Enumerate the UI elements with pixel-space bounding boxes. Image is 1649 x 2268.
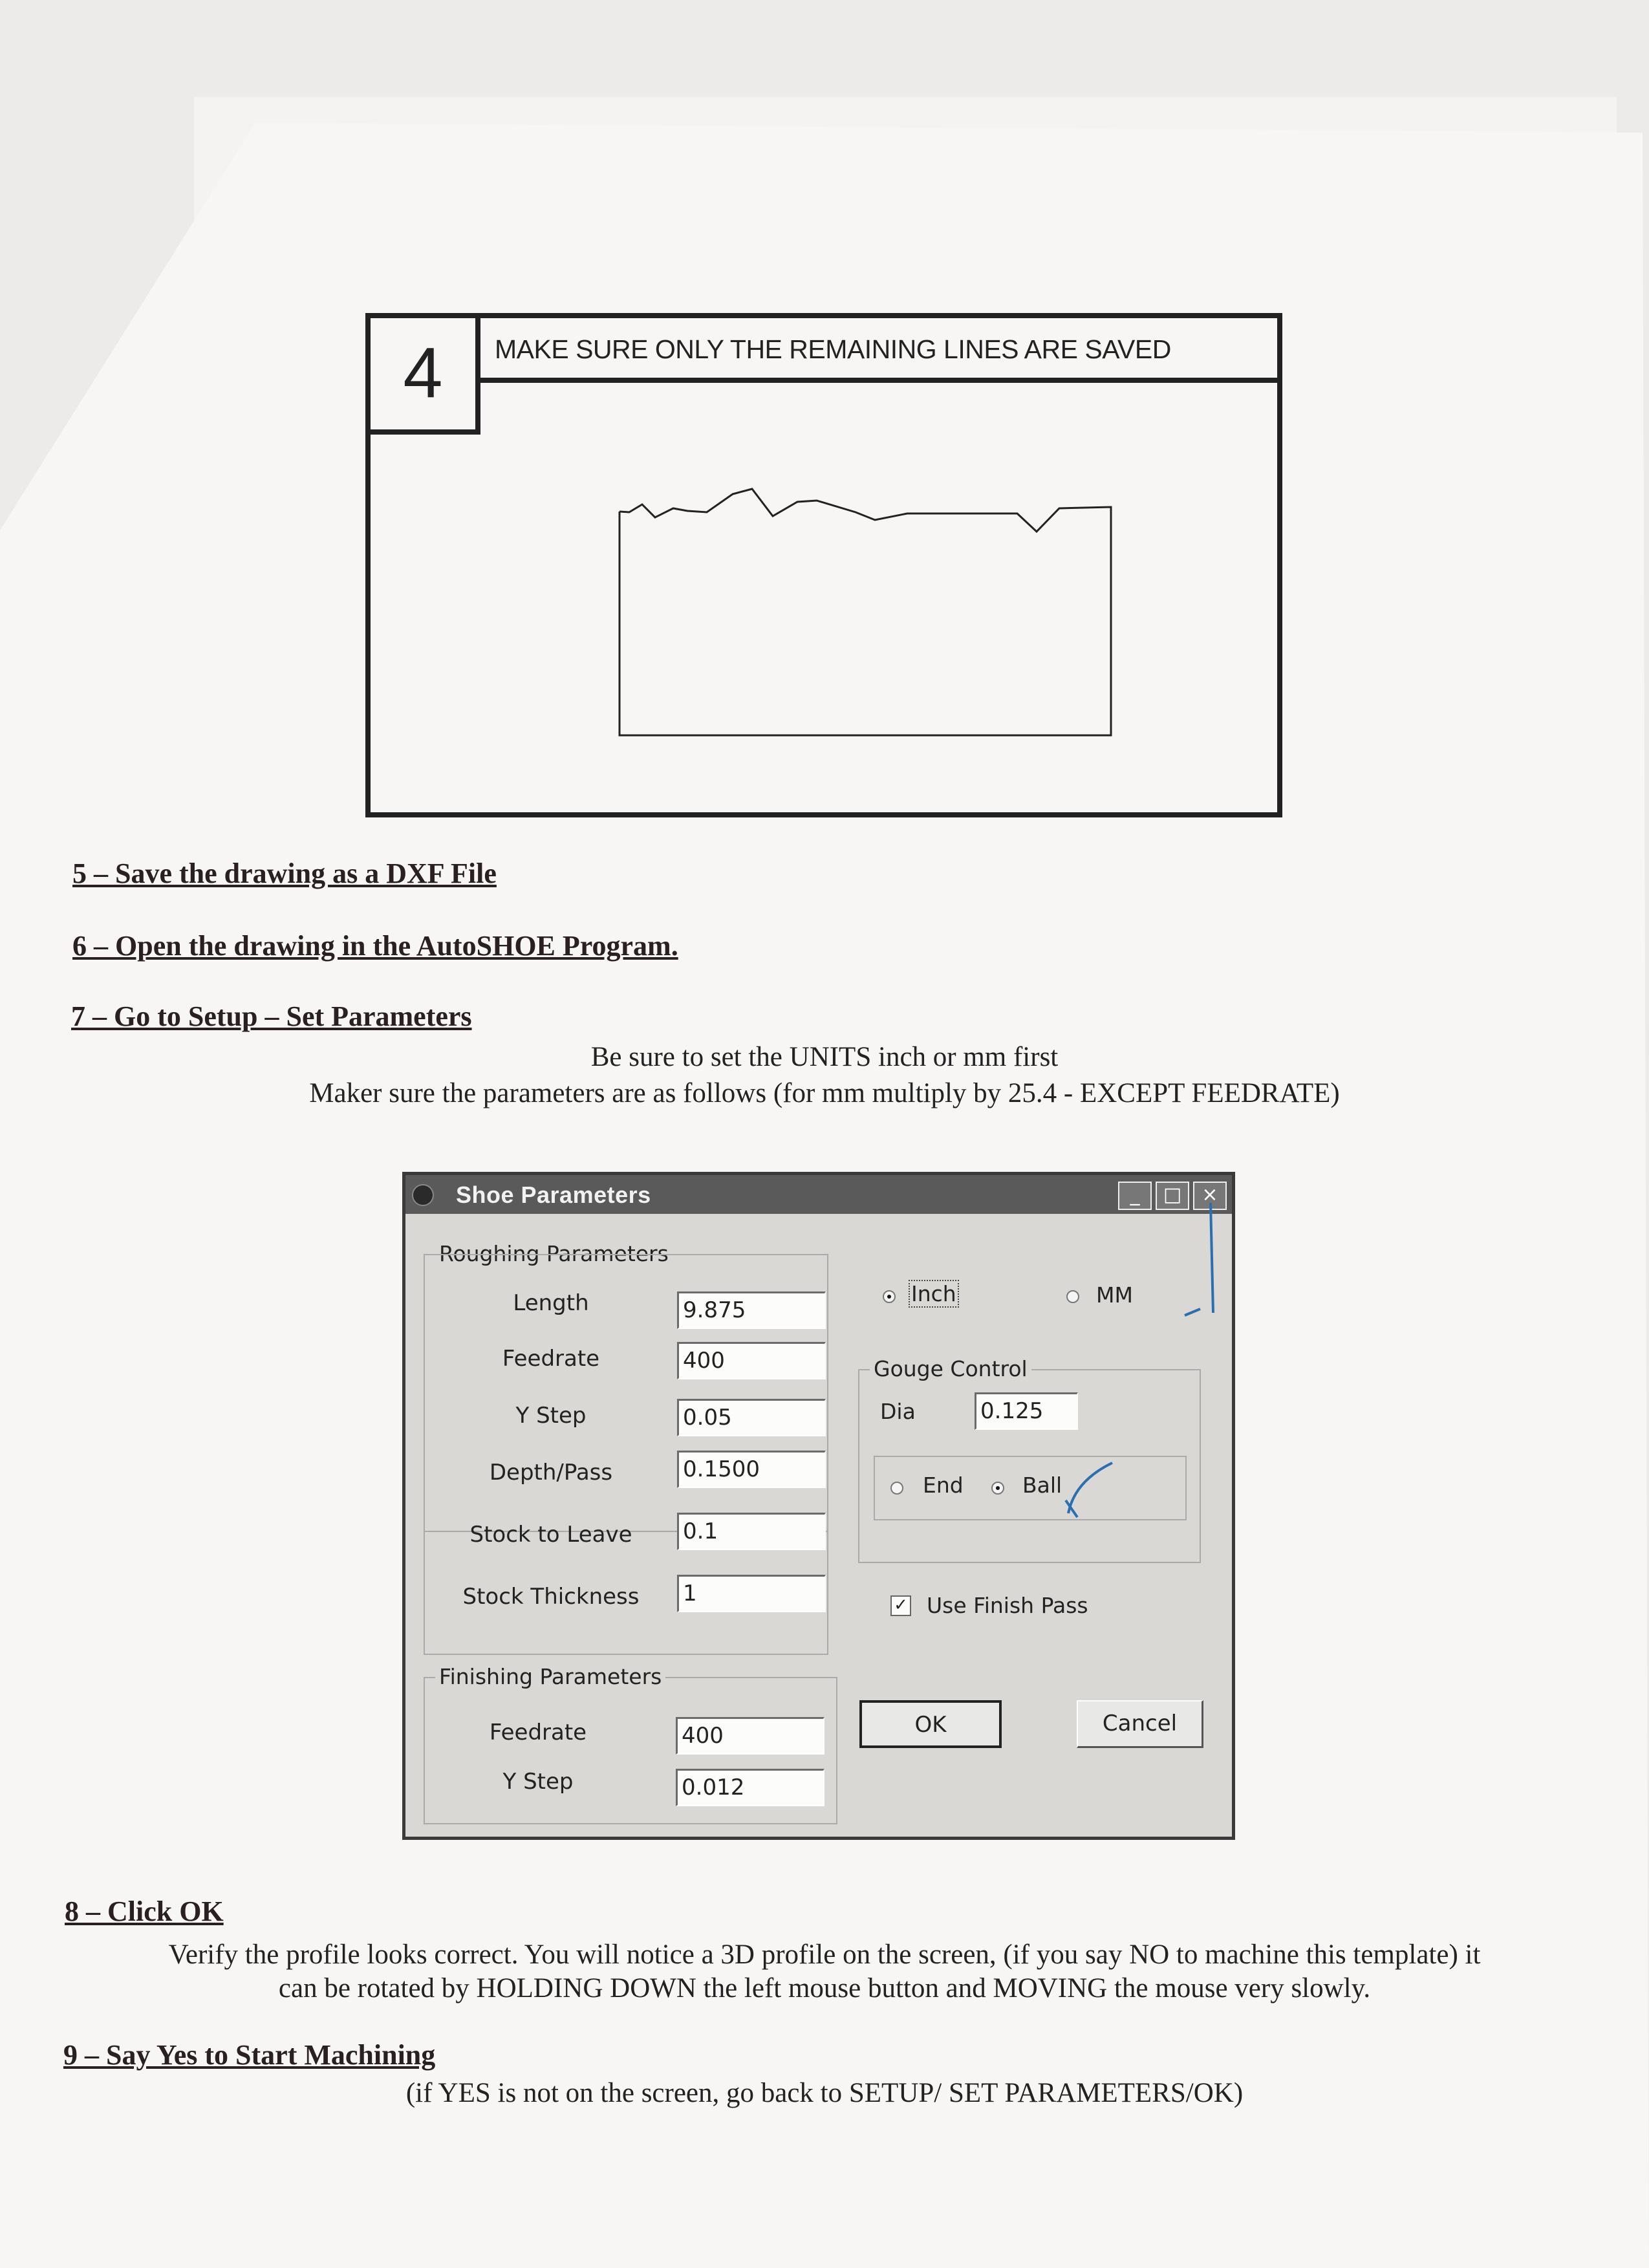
maximize-button[interactable]: □ (1156, 1182, 1189, 1210)
depth-pass-label: Depth/Pass (489, 1460, 613, 1485)
finishing-group-label: Finishing Parameters (435, 1664, 665, 1689)
step-5-heading: 5 – Save the drawing as a DXF File (72, 858, 497, 889)
feedrate-label: Feedrate (502, 1346, 600, 1372)
step-number: 4 (371, 318, 480, 435)
y-step-input[interactable]: 0.05 (677, 1399, 826, 1436)
use-finish-pass-label[interactable]: Use Finish Pass (927, 1593, 1088, 1618)
roughing-group-label: Roughing Parameters (435, 1241, 673, 1266)
step-9-note: (if YES is not on the screen, go back to SETUP/ SET PARAMETERS/OK) (405, 2078, 1244, 2108)
units-note: Be sure to set the UNITS inch or mm first (590, 1042, 1059, 1072)
step-8-line-1: Verify the profile looks correct. You will notice a 3D profile on the screen, (if you say NO to machine this template) it (168, 1939, 1481, 1970)
y-step-label: Y Step (515, 1403, 587, 1429)
roughing-group-frame (424, 1254, 828, 1655)
step-9-heading: 9 – Say Yes to Start Machining (63, 2039, 436, 2071)
mm-radio-label[interactable]: MM (1096, 1282, 1133, 1308)
dia-label: Dia (880, 1399, 916, 1424)
inch-radio-label[interactable]: Inch (911, 1281, 956, 1306)
dialog-titlebar (405, 1175, 1232, 1214)
stock-thickness-input[interactable]: 1 (677, 1575, 826, 1612)
step-7-heading: 7 – Go to Setup – Set Parameters (71, 1000, 472, 1032)
figure-heading: MAKE SURE ONLY THE REMAINING LINES ARE SAVED (475, 318, 1277, 383)
stock-thickness-label: Stock Thickness (462, 1584, 640, 1610)
end-radio[interactable] (890, 1482, 903, 1495)
app-icon (412, 1184, 434, 1206)
ball-radio-label[interactable]: Ball (1022, 1473, 1062, 1498)
gouge-control-label: Gouge Control (870, 1356, 1031, 1381)
stock-to-leave-label: Stock to Leave (469, 1522, 632, 1548)
stock-to-leave-input[interactable]: 0.1 (677, 1513, 826, 1550)
dialog-title: Shoe Parameters (456, 1182, 651, 1208)
depth-pass-input[interactable]: 0.1500 (677, 1451, 826, 1488)
cancel-button[interactable]: Cancel (1077, 1700, 1203, 1748)
mm-radio[interactable] (1066, 1290, 1079, 1303)
step-6-heading: 6 – Open the drawing in the AutoSHOE Program. (72, 930, 678, 962)
ball-radio[interactable] (991, 1482, 1004, 1495)
profile-drawing (371, 318, 1277, 812)
use-finish-pass-checkbox[interactable]: ✓ (890, 1595, 911, 1616)
shoe-parameters-dialog (402, 1172, 1235, 1840)
dia-input[interactable]: 0.125 (975, 1392, 1078, 1430)
finish-feedrate-input[interactable]: 400 (676, 1717, 824, 1755)
step4-figure (365, 313, 1282, 817)
finish-y-step-label: Y Step (502, 1769, 574, 1795)
feedrate-input[interactable]: 400 (677, 1342, 826, 1379)
finish-feedrate-label: Feedrate (489, 1720, 587, 1745)
step-8-heading: 8 – Click OK (65, 1895, 224, 1927)
minimize-button[interactable]: _ (1118, 1182, 1152, 1210)
close-button[interactable]: × (1193, 1182, 1227, 1210)
ok-button[interactable]: OK (859, 1700, 1002, 1748)
length-input[interactable]: 9.875 (677, 1291, 826, 1329)
length-label: Length (513, 1290, 589, 1316)
step-8-line-2: can be rotated by HOLDING DOWN the left mouse button and MOVING the mouse very slowly. (278, 1973, 1371, 2003)
parameters-note: Maker sure the parameters are as follows (for mm multiply by 25.4 - EXCEPT FEEDRATE) (309, 1078, 1340, 1108)
finish-y-step-input[interactable]: 0.012 (676, 1769, 824, 1806)
inch-radio[interactable] (883, 1290, 896, 1303)
end-radio-label[interactable]: End (923, 1473, 964, 1498)
